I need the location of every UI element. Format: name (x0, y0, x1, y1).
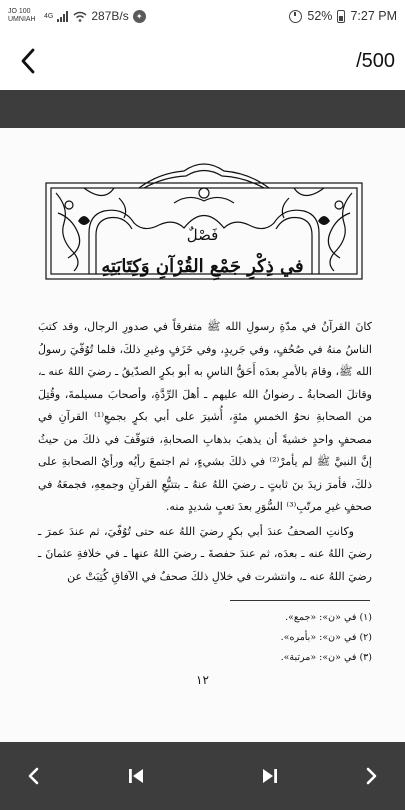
carrier-line1: JO 100 (8, 8, 31, 15)
footnotes (150, 608, 372, 668)
chevron-right-icon (366, 767, 378, 785)
skip-previous-icon (128, 768, 144, 784)
messenger-icon: ✦ (133, 10, 146, 23)
toolbar-band (0, 90, 405, 128)
app-header (0, 32, 405, 90)
carrier-info (8, 8, 44, 24)
first-page-button[interactable] (119, 756, 153, 796)
footnote: (١) في «ن»: «جمع». (285, 612, 372, 623)
footnote: (٣) في «ن»: «مرتبة». (280, 652, 372, 663)
footnote: (٢) في «ن»: «بأمره». (280, 632, 372, 643)
previous-page-button[interactable] (16, 756, 50, 796)
signal-type: 4G (44, 12, 54, 20)
paragraph: كانَ القرآنُ في مدّةِ رسولِ الله ﷺ متفرقاً في صدورِ الرجال، وقد كتبَ الناسُ منهُ في صُحُفٍ، وفي جَريدٍ، وفي خَزَفٍ وغيرِ ذلكَ، فلما تُوُفّيَ رسولُ الله ﷺ، وقامَ بالأمرِ بعدَه أَحَقُّ الناسِ به أبو بكرٍ الصدّيقُ ـ رضيَ اللهُ عنه ـ، وقاتلَ الصحابةُ ـ رضوانُ الله عليهم ـ أهلَ الرِّدَّةِ، وأصحابَ مسيلمةَ، وقُتِلَ من الصحابةِ نحوُ الخمسِ مئةٍ، أُشيرَ على أبي بكرٍ بجمعِ⁽¹⁾ القرآنِ في مصحفٍ واحدٍ خشيةً أن يذهبَ بذهابِ الصحابةِ، فتوقّفَ في ذلكَ من حيثُ إنَّ النبيَّ ﷺ لم يأمرْ⁽²⁾ في ذلكَ بشيءٍ، ثم اجتمعَ رأيُه ورأيُ الصحابةِ على ذلكَ، فأمرَ زيدَ بنَ ثابتٍ ـ رضيَ اللهُ عنهُ ـ بتتبُّعِ القرآنِ وجمعِهِ، فجمعَهُ في صحفٍ غيرِ مرتّبِ⁽³⁾ السُّوَرِ بعدَ تعبٍ شديدٍ منه. (38, 320, 372, 513)
status-bar (0, 0, 405, 32)
chevron-left-icon (20, 48, 36, 74)
last-page-button[interactable] (253, 756, 287, 796)
battery-icon (337, 10, 345, 23)
battery-percent: 52% (307, 9, 333, 23)
body-text (38, 316, 372, 588)
status-time: 7:27 PM (350, 9, 397, 23)
alarm-icon (289, 10, 302, 23)
bottom-navigation (0, 742, 405, 810)
carrier-line2: UMNIAH (8, 16, 36, 23)
skip-next-icon (262, 768, 278, 784)
page-count: /500 (356, 49, 395, 72)
page-number: ١٢ (196, 673, 209, 687)
wifi-icon (73, 11, 87, 22)
paragraph: وكانتِ الصحفُ عندَ أبي بكرٍ رضيَ اللهُ عنه حتى تُوُفّيَ، ثم عندَ عمرَ ـ رضيَ اللهُ عنه ـ بعدَه، ثم عندَ حفصةَ ـ رضيَ اللهُ عنها ـ في خلافةِ عثمانَ ـ رضيَ اللهُ عنه ـ، وانتشرت في خلالِ ذلكَ صحفٌ في الآفاقِ كُتِبَتْ عن (38, 524, 372, 583)
book-page[interactable] (0, 128, 405, 742)
section-label: فَصْلٌ (186, 226, 219, 244)
network-speed: 287B/s (91, 9, 129, 23)
next-page-button[interactable] (355, 756, 389, 796)
chapter-title: في ذِكْرِ جَمْعِ القُرْآنِ وَكِتَابَتِهِ (101, 256, 304, 277)
footnote-divider (230, 600, 370, 601)
signal-icon (57, 11, 69, 22)
back-button[interactable] (14, 41, 42, 81)
chevron-left-icon (27, 767, 39, 785)
